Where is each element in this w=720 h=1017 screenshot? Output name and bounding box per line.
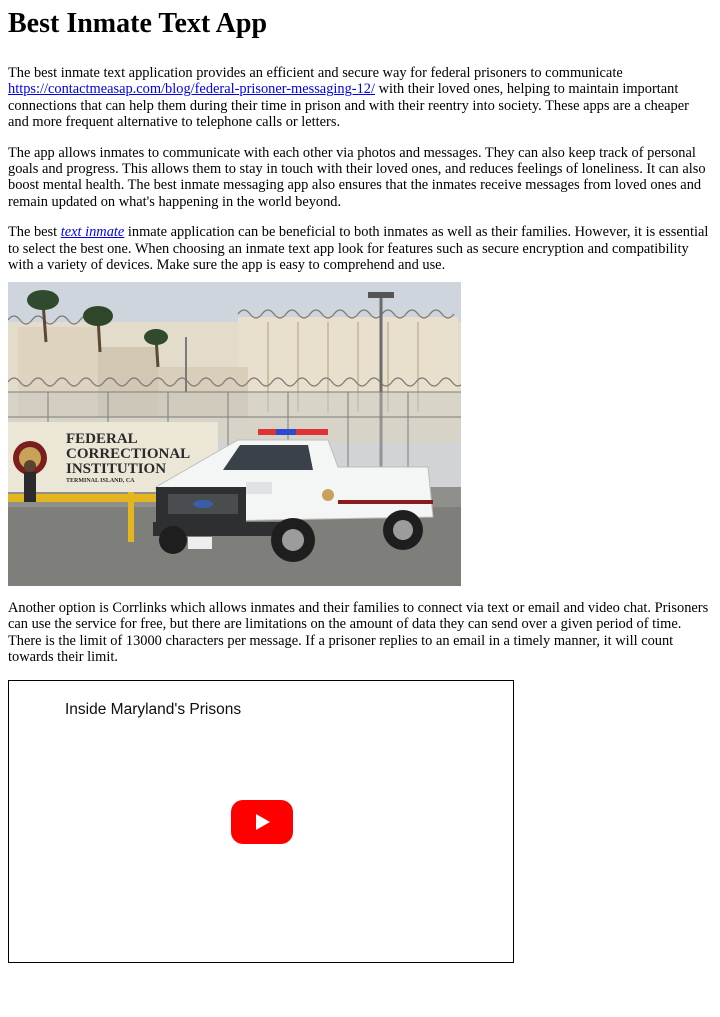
sign-line-4: TERMINAL ISLAND, CA: [66, 478, 135, 484]
paragraph-selection: [8, 224, 713, 273]
paragraph-features: The app allows inmates to communicate with each other via photos and messages. They can also keep track of personal goals and progress. This allows them to stay in touch with their loved ones, and reduces feelings of loneliness. It can also boost mental health. The best inmate messaging app also ensures that the inmates receive messages from loved ones and remain updated on what's happening in the world beyond.: [8, 144, 706, 210]
sign-line-2: CORRECTIONAL: [66, 446, 191, 462]
paragraph-corrlinks: Another option is Corrlinks which allows inmates and their families to connect via text or email and video chat. Prisoners can use the service for free, but there are limitations on the amount of data they can send over a given period of time. There is the limit of 13000 characters per message. If a prisoner replies to an email in a timely manner, it will count towards their limit.: [8, 600, 709, 666]
paragraph-intro-text-end: with their loved ones, helping to maintain important connections that can help them during their time in prison and with their reentry into society. These apps are a cheaper and more frequent alternative to telephone calls or letters.: [8, 81, 689, 131]
paragraph-intro-text-start: The best inmate text application provides an efficient and secure way for federal prisoners to communicate: [8, 65, 623, 81]
youtube-play-button[interactable]: [231, 800, 293, 844]
prison-photo: [8, 282, 461, 586]
paragraph-corrlinks-wrap: [8, 600, 713, 666]
prison-sign: [66, 432, 190, 485]
play-icon: [256, 814, 270, 830]
article: [8, 0, 713, 273]
text-inmate-link[interactable]: text inmate: [60, 224, 125, 241]
page-title: Best Inmate Text App: [8, 8, 268, 39]
sign-line-3: INSTITUTION: [66, 461, 167, 477]
paragraph-selection-text-end: inmate application can be beneficial to both inmates as well as their families. However, it is essential to select the best one. When choosing an inmate text app look for features such as secure encryption and compatibility with a variety of devices. Make sure the app is easy to comprehend and use.: [8, 224, 709, 274]
paragraph-selection-text-start: The best: [8, 224, 61, 241]
paragraph-intro: [8, 65, 713, 131]
federal-prisoner-messaging-link[interactable]: https://contactmeasap.com/blog/federal-prisoner-messaging-12/: [8, 81, 375, 98]
video-embed[interactable]: [8, 680, 514, 963]
video-title[interactable]: Inside Maryland's Prisons: [65, 701, 242, 718]
sign-line-1: FEDERAL: [66, 431, 138, 447]
